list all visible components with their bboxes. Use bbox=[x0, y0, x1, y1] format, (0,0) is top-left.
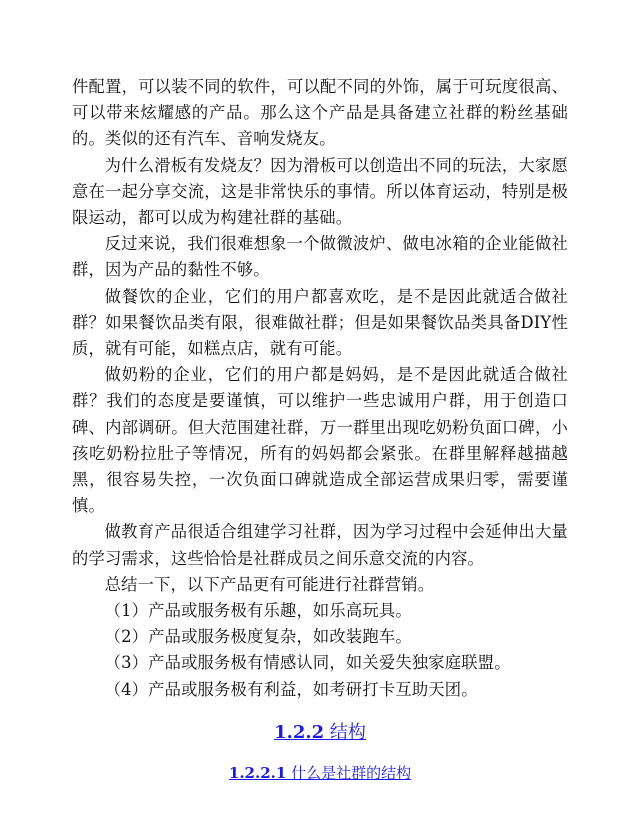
document-page bbox=[72, 74, 568, 785]
section-title: 结构 bbox=[329, 721, 366, 743]
section-heading-link[interactable] bbox=[274, 722, 366, 743]
paragraph: 反过来说，我们很难想象一个做微波炉、做电冰箱的企业能做社群，因为产品的黏性不够。 bbox=[72, 234, 568, 280]
paragraph: 做教育产品很适合组建学习社群，因为学习过程中会延伸出大量的学习需求，这些恰恰是社群成员之间乐意交流的内容。 bbox=[72, 522, 568, 568]
list-item: （4）产品或服务极有利益，如考研打卡互助天团。 bbox=[104, 679, 478, 699]
subsection-heading-link[interactable] bbox=[229, 764, 411, 782]
subsection-number: 1.2.2.1 bbox=[228, 763, 287, 782]
paragraph: 做奶粉的企业，它们的用户都是妈妈，是不是因此就适合做社群？我们的态度是要谨慎，可以维护一些忠诚用户群，用于创造口碑、内部调研。但大范围建社群，万一群里出现吃奶粉负面口碑，小孩吃奶粉拉肚子等情况，所有的妈妈都会紧张。在群里解释越描越黑，很容易失控，一次负面口碑就造成全部运营成果归零，需要谨慎。 bbox=[72, 365, 568, 516]
paragraph: 总结一下，以下产品更有可能进行社群营销。 bbox=[104, 574, 435, 594]
list-item: （1）产品或服务极有乐趣，如乐高玩具。 bbox=[104, 601, 412, 621]
subsection-heading bbox=[72, 761, 568, 785]
paragraph: 件配置，可以装不同的软件，可以配不同的外饰，属于可玩度很高、可以带来炫耀感的产品。那么这个产品是具备建立社群的粉丝基础的。类似的还有汽车、音响发烧友。 bbox=[72, 77, 568, 149]
list-item: （3）产品或服务极有情感认同，如关爱失独家庭联盟。 bbox=[104, 653, 511, 673]
section-heading bbox=[72, 719, 568, 747]
paragraph: 为什么滑板有发烧友？因为滑板可以创造出不同的玩法，大家愿意在一起分享交流，这是非常快乐的事情。所以体育运动，特别是极限运动，都可以成为构建社群的基础。 bbox=[72, 155, 568, 228]
subsection-title: 什么是社群的结构 bbox=[291, 763, 412, 782]
paragraph: 做餐饮的企业，它们的用户都喜欢吃，是不是因此就适合做社群？如果餐饮品类有限，很难做社群；但是如果餐饮品类具备DIY性质，就有可能，如糕点店，就有可能。 bbox=[72, 286, 568, 359]
list-item: （2）产品或服务极度复杂，如改装跑车。 bbox=[104, 627, 412, 647]
section-number: 1.2.2 bbox=[274, 721, 325, 743]
